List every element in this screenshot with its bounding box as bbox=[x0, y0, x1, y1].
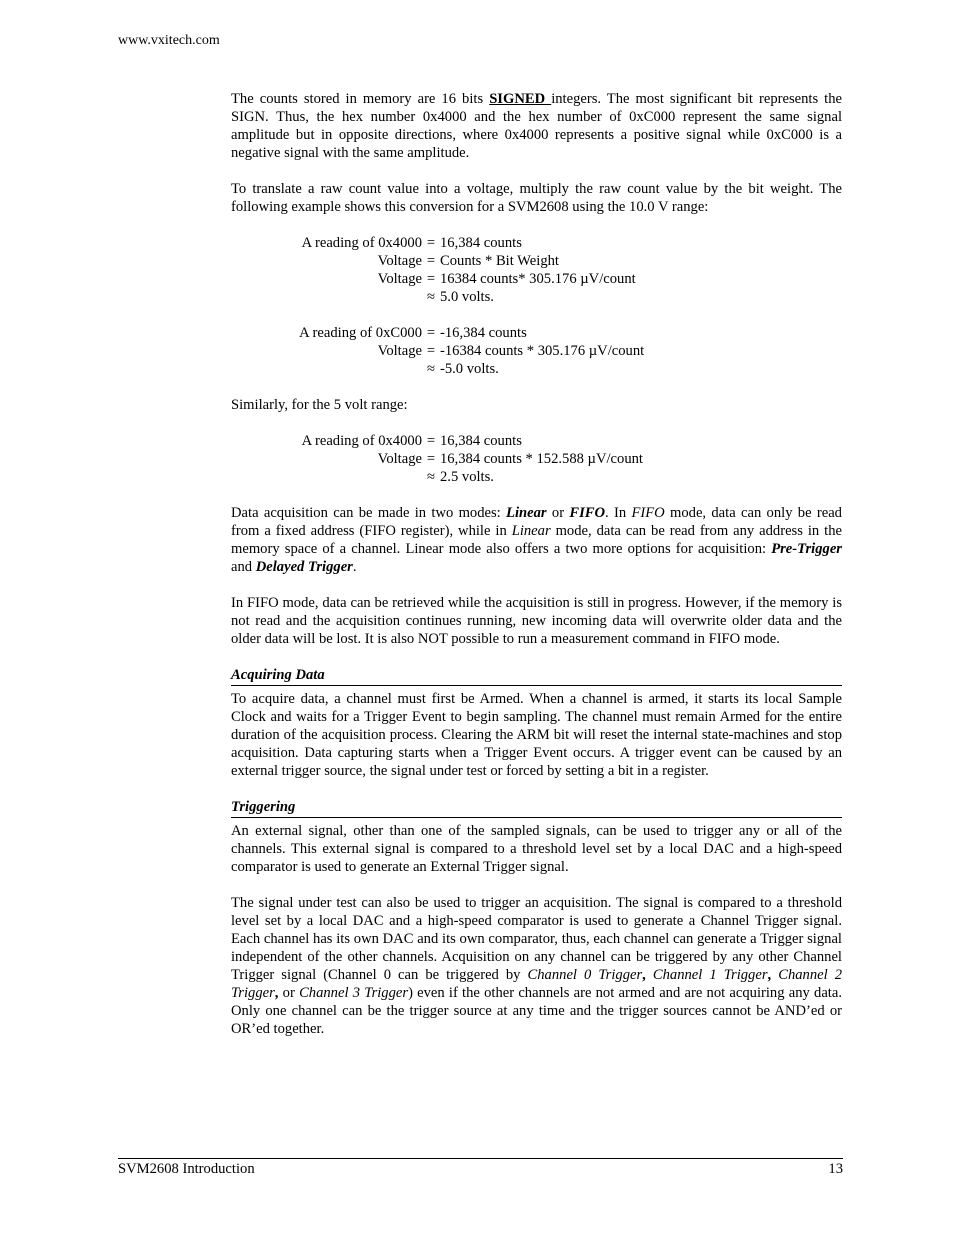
calc-row bbox=[231, 288, 842, 306]
delayed-trigger-emphasis: Delayed Trigger bbox=[255, 559, 353, 575]
calc-label: Voltage bbox=[377, 451, 422, 467]
calc-block-10v-positive bbox=[231, 234, 842, 306]
channel-1-trigger: Channel 1 Trigger bbox=[652, 967, 768, 983]
calc-operator: = bbox=[426, 325, 436, 341]
calc-row bbox=[231, 270, 842, 288]
calc-label: A reading of 0xC000 bbox=[299, 325, 422, 341]
paragraph-channel-trigger bbox=[231, 894, 842, 1038]
signed-emphasis: SIGNED bbox=[489, 91, 552, 107]
heading-triggering: Triggering bbox=[231, 798, 842, 818]
page-number: 13 bbox=[828, 1161, 843, 1177]
calc-value: 16,384 counts * 152.588 µV/count bbox=[440, 451, 643, 467]
calc-label bbox=[231, 288, 422, 306]
calc-row bbox=[231, 468, 842, 486]
linear-italic: Linear bbox=[511, 523, 551, 539]
calc-label bbox=[231, 360, 422, 378]
calc-row bbox=[231, 234, 842, 252]
calc-label bbox=[231, 468, 422, 486]
calc-row bbox=[231, 342, 842, 360]
text-run: , bbox=[642, 967, 646, 983]
calc-value: -5.0 volts. bbox=[440, 361, 499, 377]
calc-row bbox=[231, 324, 842, 342]
text-run: The signal under test can also be used to trigger an acquisition. The signal is compared to a threshold level set by a local DAC and a high-speed comparator is used to generate a Channel Trigger signal. Each channel has its own DAC and its own comparator, thus, each channel can generate a Trigger signal independent of the other channels. Acquisition on any channel can be triggered by any other Channel Trigger signal (Channel 0 can be triggered by bbox=[231, 895, 842, 983]
header-url: www.vxitech.com bbox=[118, 33, 220, 48]
calc-operator: = bbox=[426, 433, 436, 449]
calc-operator: ≈ bbox=[426, 289, 435, 305]
paragraph-fifo-mode: In FIFO mode, data can be retrieved while the acquisition is still in progress. However, if the memory is not read and the acquisition continues running, new incoming data will overwrite older data and the older data will be lost. It is also NOT possible to run a measurement command in FIFO mode. bbox=[231, 595, 842, 647]
calc-row bbox=[231, 252, 842, 270]
calc-label: A reading of 0x4000 bbox=[301, 433, 422, 449]
calc-operator: = bbox=[426, 271, 436, 287]
text-run: Data acquisition can be made in two modes: bbox=[231, 505, 507, 521]
calc-operator: ≈ bbox=[426, 361, 435, 377]
channel-3-trigger: Channel 3 Trigger bbox=[299, 985, 409, 1001]
fifo-italic: FIFO bbox=[631, 505, 665, 521]
calc-value: -16384 counts * 305.176 µV/count bbox=[440, 343, 645, 359]
fifo-emphasis: FIFO bbox=[569, 505, 606, 521]
calc-operator: = bbox=[426, 253, 436, 269]
calc-value: 5.0 volts. bbox=[440, 289, 494, 305]
text-run: ) even if the other channels are not armed and are not acquiring any data. Only one channel can be the trigger source at any time and the trigger sources cannot be AND’ed or OR’ed together. bbox=[231, 985, 842, 1037]
calc-operator: = bbox=[426, 235, 436, 251]
text-run: or bbox=[546, 505, 570, 521]
text-run bbox=[646, 967, 653, 983]
calc-value: 16,384 counts bbox=[440, 235, 522, 251]
text-run: , bbox=[274, 985, 279, 1001]
calc-row bbox=[231, 432, 842, 450]
calc-value: -16,384 counts bbox=[440, 325, 527, 341]
heading-acquiring-data: Acquiring Data bbox=[231, 666, 842, 686]
text-run: mode, data can be read from any address in the memory space of a channel. Linear mode also offers a two more options for acquisition: bbox=[231, 523, 842, 557]
paragraph-external-trigger: An external signal, other than one of the sampled signals, can be used to trigger any or all of the channels. This external signal is compared to a threshold level set by a local DAC and a high-speed comparator is used to generate an External Trigger signal. bbox=[231, 823, 842, 875]
text-run: . In bbox=[605, 505, 632, 521]
page-footer bbox=[118, 1158, 843, 1178]
calc-row bbox=[231, 450, 842, 468]
text-run: integers. The most significant bit represents the SIGN. Thus, the hex number 0x4000 and the hex number of 0xC000 represent the same signal amplitude but in opposite directions, where 0x4000 represents a positive signal while 0xC000 is a negative signal with the same amplitude. bbox=[231, 91, 843, 161]
page-content bbox=[231, 90, 842, 1056]
channel-2-trigger: Channel 2 Trigger bbox=[231, 967, 843, 1001]
calc-operator: = bbox=[426, 451, 436, 467]
calc-value: 2.5 volts. bbox=[440, 469, 494, 485]
calc-label: Voltage bbox=[377, 253, 422, 269]
pre-trigger-emphasis: Pre-Trigger bbox=[771, 541, 842, 557]
text-run: , bbox=[767, 967, 772, 983]
calc-value: Counts * Bit Weight bbox=[440, 253, 559, 269]
calc-operator: = bbox=[426, 343, 436, 359]
paragraph-signed-integers bbox=[231, 90, 842, 162]
linear-emphasis: Linear bbox=[506, 505, 547, 521]
calc-label: Voltage bbox=[377, 271, 422, 287]
calc-label: Voltage bbox=[377, 343, 422, 359]
paragraph-translate: To translate a raw count value into a voltage, multiply the raw count value by the bit weight. The following example shows this conversion for a SVM2608 using the 10.0 V range: bbox=[231, 181, 842, 215]
calc-operator: ≈ bbox=[426, 469, 435, 485]
text-run: . bbox=[352, 559, 357, 575]
text-run: and bbox=[231, 559, 256, 575]
calc-value: 16,384 counts bbox=[440, 433, 522, 449]
text-run: or bbox=[278, 985, 300, 1001]
footer-title: SVM2608 Introduction bbox=[118, 1161, 255, 1177]
channel-0-trigger: Channel 0 Trigger bbox=[527, 967, 643, 983]
calc-block-10v-negative bbox=[231, 324, 842, 378]
calc-label: A reading of 0x4000 bbox=[301, 235, 422, 251]
calc-row bbox=[231, 360, 842, 378]
text-run: mode, data can only be read from a fixed address (FIFO register), while in bbox=[231, 505, 842, 539]
paragraph-acquiring-data: To acquire data, a channel must first be Armed. When a channel is armed, it starts its local Sample Clock and waits for a Trigger Event to begin sampling. The channel must remain Armed for the entire duration of the acquisition process. Clearing the ARM bit will reset the internal state-machines and stop acquisition. Data capturing starts when a Trigger Event occurs. A trigger event can be caused by an external trigger source, the signal under test or forced by setting a bit in a register. bbox=[231, 691, 842, 779]
paragraph-acquisition-modes bbox=[231, 504, 842, 576]
paragraph-5v-range: Similarly, for the 5 volt range: bbox=[231, 397, 408, 413]
text-run: The counts stored in memory are 16 bits bbox=[231, 91, 490, 107]
calc-value: 16384 counts* 305.176 µV/count bbox=[440, 271, 636, 287]
calc-block-5v bbox=[231, 432, 842, 486]
